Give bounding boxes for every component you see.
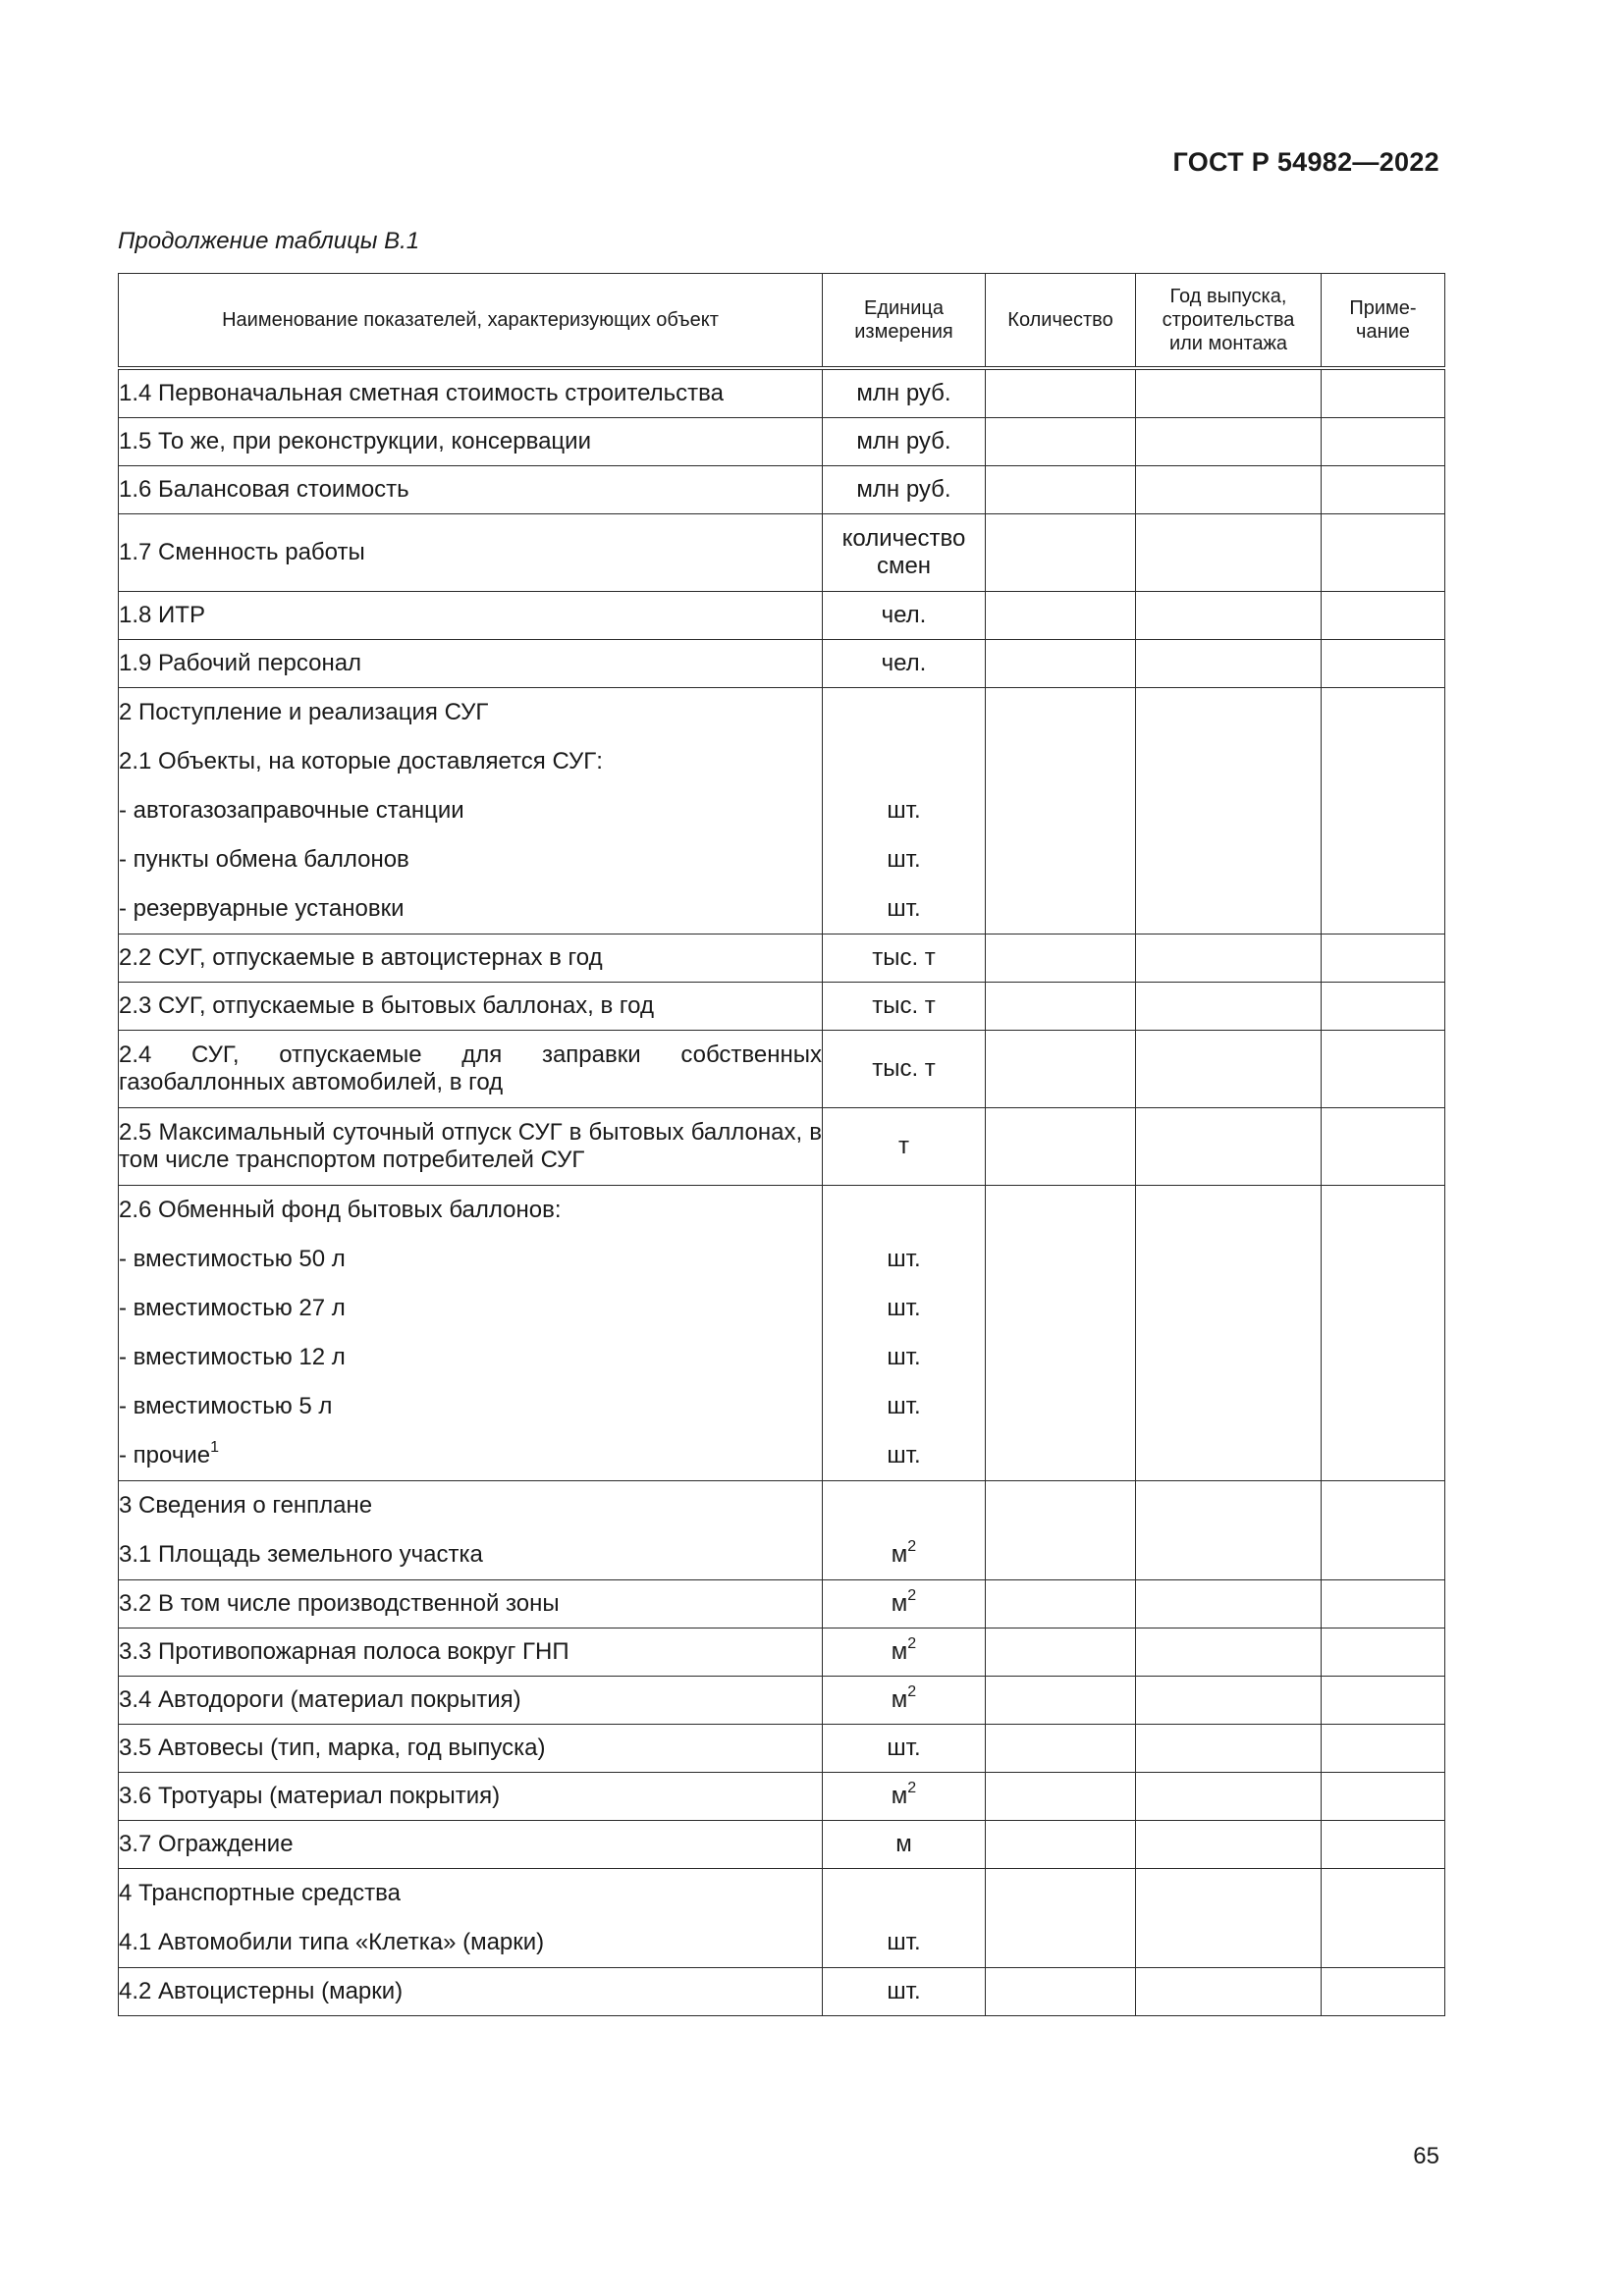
row-unit: шт. bbox=[887, 1929, 921, 1955]
row-unit-group bbox=[823, 688, 986, 934]
row-name: 4.1 Автомобили типа «Клетка» (марки) bbox=[119, 1929, 545, 1955]
note-cell bbox=[1322, 688, 1445, 934]
row-unit: чел. bbox=[823, 592, 986, 640]
row-unit-group bbox=[823, 1481, 986, 1580]
unit-exponent: 2 bbox=[907, 1683, 917, 1700]
row-unit bbox=[823, 1186, 985, 1235]
row-name: 2.2 СУГ, отпускаемые в автоцистернах в год bbox=[119, 934, 823, 983]
quantity-cell bbox=[986, 1031, 1136, 1108]
row-unit: млн руб. bbox=[823, 466, 986, 514]
column-header-quantity: Количество bbox=[986, 274, 1136, 369]
year-cell bbox=[1136, 934, 1322, 983]
row-name: 1.5 То же, при реконструкции, консервации bbox=[119, 418, 823, 466]
quantity-cell bbox=[986, 983, 1136, 1031]
unit-exponent: 2 bbox=[907, 1780, 917, 1796]
note-cell bbox=[1322, 466, 1445, 514]
row-name: 3.7 Ограждение bbox=[119, 1821, 823, 1869]
table-row bbox=[119, 934, 1445, 983]
row-unit: м bbox=[891, 1783, 908, 1809]
quantity-cell bbox=[986, 1580, 1136, 1629]
row-name: 3.4 Автодороги (материал покрытия) bbox=[119, 1677, 823, 1725]
year-cell bbox=[1136, 1186, 1322, 1481]
year-cell bbox=[1136, 418, 1322, 466]
row-unit-group bbox=[823, 1869, 986, 1968]
year-cell bbox=[1136, 514, 1322, 592]
table-row-group bbox=[119, 1869, 1445, 1968]
row-unit: м bbox=[891, 1638, 908, 1665]
indicators-table bbox=[118, 273, 1445, 2016]
note-cell bbox=[1322, 1580, 1445, 1629]
row-unit: шт. bbox=[887, 1393, 921, 1419]
table-row bbox=[119, 640, 1445, 688]
note-cell bbox=[1322, 640, 1445, 688]
row-name: - вместимостью 27 л bbox=[119, 1295, 346, 1321]
row-unit: шт. bbox=[887, 1442, 921, 1468]
row-name: 2.6 Обменный фонд бытовых баллонов: bbox=[119, 1197, 562, 1223]
year-cell bbox=[1136, 1677, 1322, 1725]
row-unit: млн руб. bbox=[823, 418, 986, 466]
row-unit: шт. bbox=[823, 1725, 986, 1773]
row-name: 2.5 Максимальный суточный отпуск СУГ в бытовых баллонах, в том числе транспортом потребителей СУГ bbox=[119, 1108, 823, 1186]
note-cell bbox=[1322, 934, 1445, 983]
table-row bbox=[119, 983, 1445, 1031]
row-name: 3.5 Автовесы (тип, марка, год выпуска) bbox=[119, 1725, 823, 1773]
note-cell bbox=[1322, 1186, 1445, 1481]
table-row-group bbox=[119, 1481, 1445, 1580]
row-name: 3 Сведения о генплане bbox=[119, 1492, 373, 1519]
column-header-name: Наименование показателей, характеризующих объект bbox=[119, 274, 823, 369]
table-row bbox=[119, 1031, 1445, 1108]
note-cell bbox=[1322, 1108, 1445, 1186]
unit-exponent: 2 bbox=[907, 1587, 917, 1604]
quantity-cell bbox=[986, 418, 1136, 466]
row-unit-with-exponent bbox=[823, 1530, 985, 1579]
row-name-group bbox=[119, 1869, 823, 1968]
row-unit: м bbox=[891, 1590, 908, 1617]
row-name: 2 Поступление и реализация СУГ bbox=[119, 699, 489, 725]
row-unit: м bbox=[891, 1686, 908, 1713]
quantity-cell bbox=[986, 592, 1136, 640]
row-unit: м bbox=[823, 1821, 986, 1869]
row-unit: м bbox=[891, 1541, 908, 1568]
table-row-group bbox=[119, 1186, 1445, 1481]
row-name: 2.1 Объекты, на которые доставляется СУГ: bbox=[119, 748, 603, 774]
row-unit: количество смен bbox=[823, 514, 986, 592]
row-name-with-footnote bbox=[119, 1431, 822, 1480]
quantity-cell bbox=[986, 1677, 1136, 1725]
row-name: 1.4 Первоначальная сметная стоимость строительства bbox=[119, 368, 823, 418]
table-row bbox=[119, 1580, 1445, 1629]
year-cell bbox=[1136, 592, 1322, 640]
row-name: - автогазозаправочные станции bbox=[119, 797, 464, 824]
table-row-group bbox=[119, 688, 1445, 934]
row-unit: шт. bbox=[887, 1246, 921, 1272]
row-unit bbox=[823, 737, 985, 786]
table-row bbox=[119, 368, 1445, 418]
row-unit: млн руб. bbox=[823, 368, 986, 418]
column-header-unit: Единица измерения bbox=[823, 274, 986, 369]
row-name-group bbox=[119, 688, 823, 934]
row-name: - прочие bbox=[119, 1442, 211, 1468]
row-name-group bbox=[119, 1186, 823, 1481]
row-unit-with-exponent bbox=[823, 1629, 986, 1677]
row-unit-with-exponent bbox=[823, 1773, 986, 1821]
row-name-group bbox=[119, 1481, 823, 1580]
quantity-cell bbox=[986, 1725, 1136, 1773]
row-unit: шт. bbox=[887, 1295, 921, 1321]
note-cell bbox=[1322, 1869, 1445, 1968]
quantity-cell bbox=[986, 934, 1136, 983]
year-cell bbox=[1136, 1773, 1322, 1821]
quantity-cell bbox=[986, 368, 1136, 418]
table-row bbox=[119, 1773, 1445, 1821]
column-header-note: Приме-чание bbox=[1322, 274, 1445, 369]
table-caption: Продолжение таблицы В.1 bbox=[118, 228, 420, 254]
note-cell bbox=[1322, 368, 1445, 418]
quantity-cell bbox=[986, 1481, 1136, 1580]
year-cell bbox=[1136, 688, 1322, 934]
row-name: 1.8 ИТР bbox=[119, 592, 823, 640]
row-name: 3.3 Противопожарная полоса вокруг ГНП bbox=[119, 1629, 823, 1677]
row-name: - резервуарные установки bbox=[119, 895, 405, 922]
row-unit: шт. bbox=[887, 1344, 921, 1370]
quantity-cell bbox=[986, 514, 1136, 592]
quantity-cell bbox=[986, 1629, 1136, 1677]
row-unit-with-exponent bbox=[823, 1580, 986, 1629]
row-name: - пункты обмена баллонов bbox=[119, 846, 409, 873]
quantity-cell bbox=[986, 640, 1136, 688]
row-name: 4 Транспортные средства bbox=[119, 1880, 401, 1906]
row-name: 3.6 Тротуары (материал покрытия) bbox=[119, 1773, 823, 1821]
row-name: 2.3 СУГ, отпускаемые в бытовых баллонах, в год bbox=[119, 983, 823, 1031]
table-row bbox=[119, 592, 1445, 640]
row-unit-with-exponent bbox=[823, 1677, 986, 1725]
year-cell bbox=[1136, 983, 1322, 1031]
row-name: 2.4 СУГ, отпускаемые для заправки собственных газобаллонных автомобилей, в год bbox=[119, 1031, 823, 1108]
quantity-cell bbox=[986, 688, 1136, 934]
note-cell bbox=[1322, 1821, 1445, 1869]
row-unit bbox=[823, 1869, 985, 1918]
note-cell bbox=[1322, 1481, 1445, 1580]
quantity-cell bbox=[986, 1869, 1136, 1968]
table-row bbox=[119, 514, 1445, 592]
note-cell bbox=[1322, 1677, 1445, 1725]
table-row bbox=[119, 1725, 1445, 1773]
table-row bbox=[119, 1677, 1445, 1725]
unit-exponent: 2 bbox=[907, 1538, 917, 1555]
row-name: 1.6 Балансовая стоимость bbox=[119, 466, 823, 514]
column-header-year: Год выпуска, строительства или монтажа bbox=[1136, 274, 1322, 369]
row-unit: шт. bbox=[887, 846, 921, 873]
row-name: 1.7 Сменность работы bbox=[119, 514, 823, 592]
year-cell bbox=[1136, 1108, 1322, 1186]
year-cell bbox=[1136, 1821, 1322, 1869]
year-cell bbox=[1136, 1580, 1322, 1629]
note-cell bbox=[1322, 983, 1445, 1031]
footnote-marker: 1 bbox=[210, 1439, 219, 1456]
row-unit: тыс. т bbox=[823, 1031, 986, 1108]
row-name: - вместимостью 5 л bbox=[119, 1393, 333, 1419]
note-cell bbox=[1322, 514, 1445, 592]
note-cell bbox=[1322, 1773, 1445, 1821]
table-row bbox=[119, 1821, 1445, 1869]
note-cell bbox=[1322, 592, 1445, 640]
year-cell bbox=[1136, 1481, 1322, 1580]
table-row bbox=[119, 418, 1445, 466]
table-row bbox=[119, 1629, 1445, 1677]
row-unit-group bbox=[823, 1186, 986, 1481]
row-unit: т bbox=[823, 1108, 986, 1186]
table-row bbox=[119, 1968, 1445, 2016]
note-cell bbox=[1322, 1629, 1445, 1677]
row-unit bbox=[823, 688, 985, 737]
quantity-cell bbox=[986, 1108, 1136, 1186]
year-cell bbox=[1136, 1725, 1322, 1773]
row-unit: чел. bbox=[823, 640, 986, 688]
row-unit: тыс. т bbox=[823, 934, 986, 983]
row-name: 4.2 Автоцистерны (марки) bbox=[119, 1968, 823, 2016]
unit-exponent: 2 bbox=[907, 1635, 917, 1652]
year-cell bbox=[1136, 1629, 1322, 1677]
row-unit: тыс. т bbox=[823, 983, 986, 1031]
table-header-row bbox=[119, 274, 1445, 369]
row-unit: шт. bbox=[887, 895, 921, 922]
table-row bbox=[119, 1108, 1445, 1186]
row-name: 3.2 В том числе производственной зоны bbox=[119, 1580, 823, 1629]
document-id: ГОСТ Р 54982—2022 bbox=[1172, 147, 1439, 177]
row-name: 1.9 Рабочий персонал bbox=[119, 640, 823, 688]
quantity-cell bbox=[986, 1821, 1136, 1869]
row-unit bbox=[823, 1481, 985, 1530]
table-row bbox=[119, 466, 1445, 514]
year-cell bbox=[1136, 1968, 1322, 2016]
note-cell bbox=[1322, 1031, 1445, 1108]
year-cell bbox=[1136, 368, 1322, 418]
year-cell bbox=[1136, 466, 1322, 514]
row-name: 3.1 Площадь земельного участка bbox=[119, 1541, 483, 1568]
note-cell bbox=[1322, 1725, 1445, 1773]
year-cell bbox=[1136, 1031, 1322, 1108]
row-unit: шт. bbox=[823, 1968, 986, 2016]
year-cell bbox=[1136, 1869, 1322, 1968]
quantity-cell bbox=[986, 1773, 1136, 1821]
row-unit: шт. bbox=[887, 797, 921, 824]
note-cell bbox=[1322, 1968, 1445, 2016]
quantity-cell bbox=[986, 1186, 1136, 1481]
quantity-cell bbox=[986, 1968, 1136, 2016]
quantity-cell bbox=[986, 466, 1136, 514]
year-cell bbox=[1136, 640, 1322, 688]
page-number: 65 bbox=[1413, 2143, 1439, 2169]
note-cell bbox=[1322, 418, 1445, 466]
row-name: - вместимостью 12 л bbox=[119, 1344, 346, 1370]
row-name: - вместимостью 50 л bbox=[119, 1246, 346, 1272]
